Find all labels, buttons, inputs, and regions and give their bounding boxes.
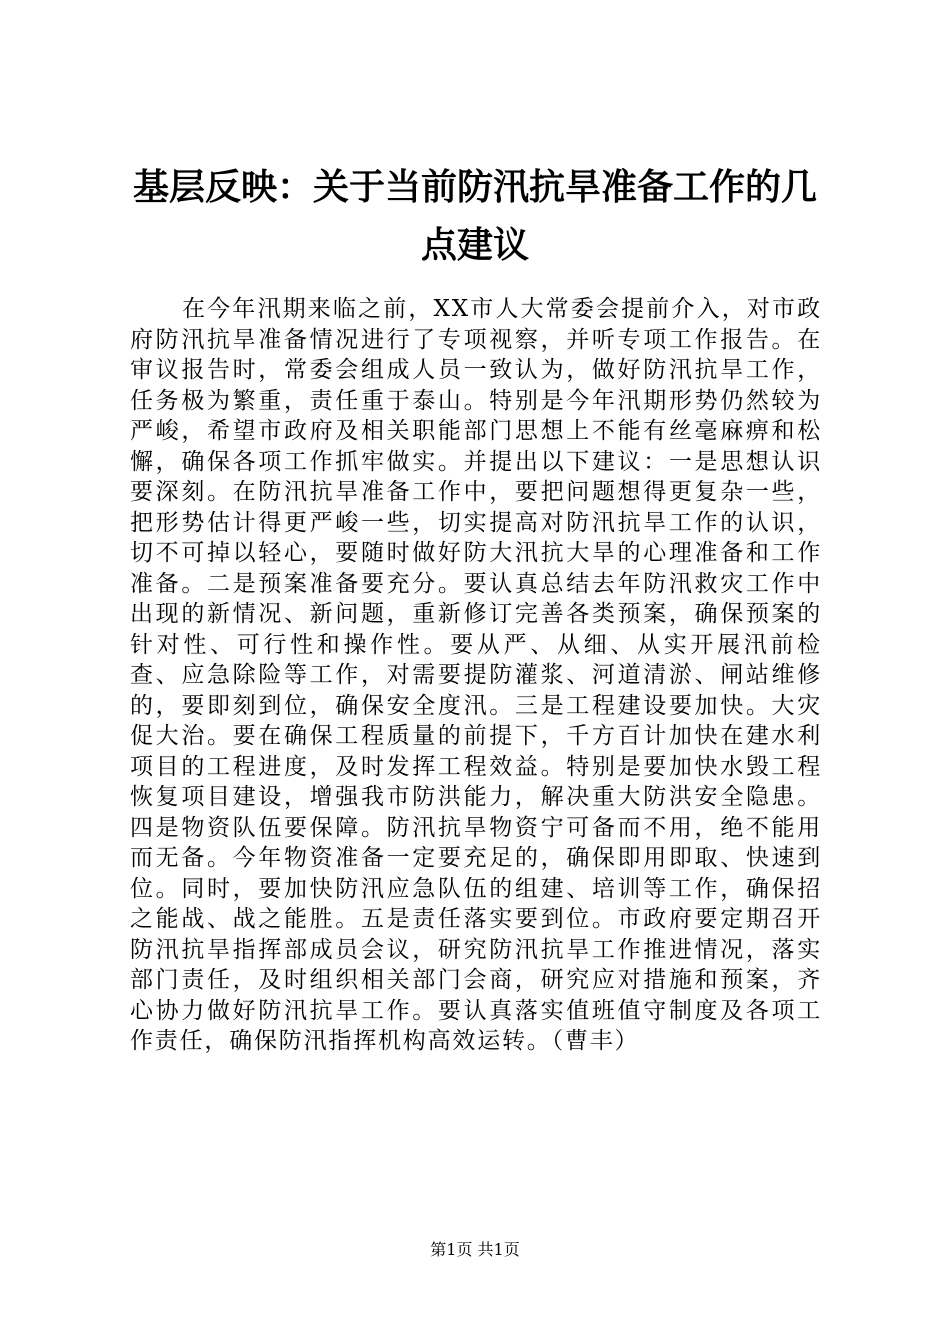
document-title: 基层反映：关于当前防汛抗旱准备工作的几点建议	[132, 166, 817, 266]
document-body-paragraph: 在今年汛期来临之前，XX市人大常委会提前介入，对市政府防汛抗旱准备情况进行了专项视察，并听专项工作报告。在审议报告时，常委会组成人员一致认为，做好防汛抗旱工作，任务极为繁重，责任重于泰山。特别是今年汛期形势仍然较为严峻，希望市政府及相关职能部门思想上不能有丝毫麻痹和松懈，确保各项工作抓牢做实。并提出以下建议：一是思想认识要深刻。在防汛抗旱准备工作中，要把问题想得更复杂一些，把形势估计得更严峻一些，切实提高对防汛抗旱工作的认识，切不可掉以轻心，要随时做好防大汛抗大旱的心理准备和工作准备。二是预案准备要充分。要认真总结去年防汛救灾工作中出现的新情况、新问题，重新修订完善各类预案，确保预案的针对性、可行性和操作性。要从严、从细、从实开展汛前检查、应急除险等工作，对需要提防灌浆、河道清淤、闸站维修的，要即刻到位，确保安全度汛。三是工程建设要加快。大灾促大治。要在确保工程质量的前提下，千方百计加快在建水利项目的工程进度，及时发挥工程效益。特别是要加快水毁工程恢复项目建设，增强我市防洪能力，解决重大防洪安全隐患。四是物资队伍要保障。防汛抗旱物资宁可备而不用，绝不能用而无备。今年物资准备一定要充足的，确保即用即取、快速到位。同时，要加快防汛应急队伍的组建、培训等工作，确保招之能战、战之能胜。五是责任落实要到位。市政府要定期召开防汛抗旱指挥部成员会议，研究防汛抗旱工作推进情况，落实部门责任，及时组织相关部门会商，研究应对措施和预案，齐心协力做好防汛抗旱工作。要认真落实值班值守制度及各项工作责任，确保防汛指挥机构高效运转。（曹丰）	[130, 296, 822, 1054]
page-footer: 第1页 共1页	[430, 1240, 520, 1259]
